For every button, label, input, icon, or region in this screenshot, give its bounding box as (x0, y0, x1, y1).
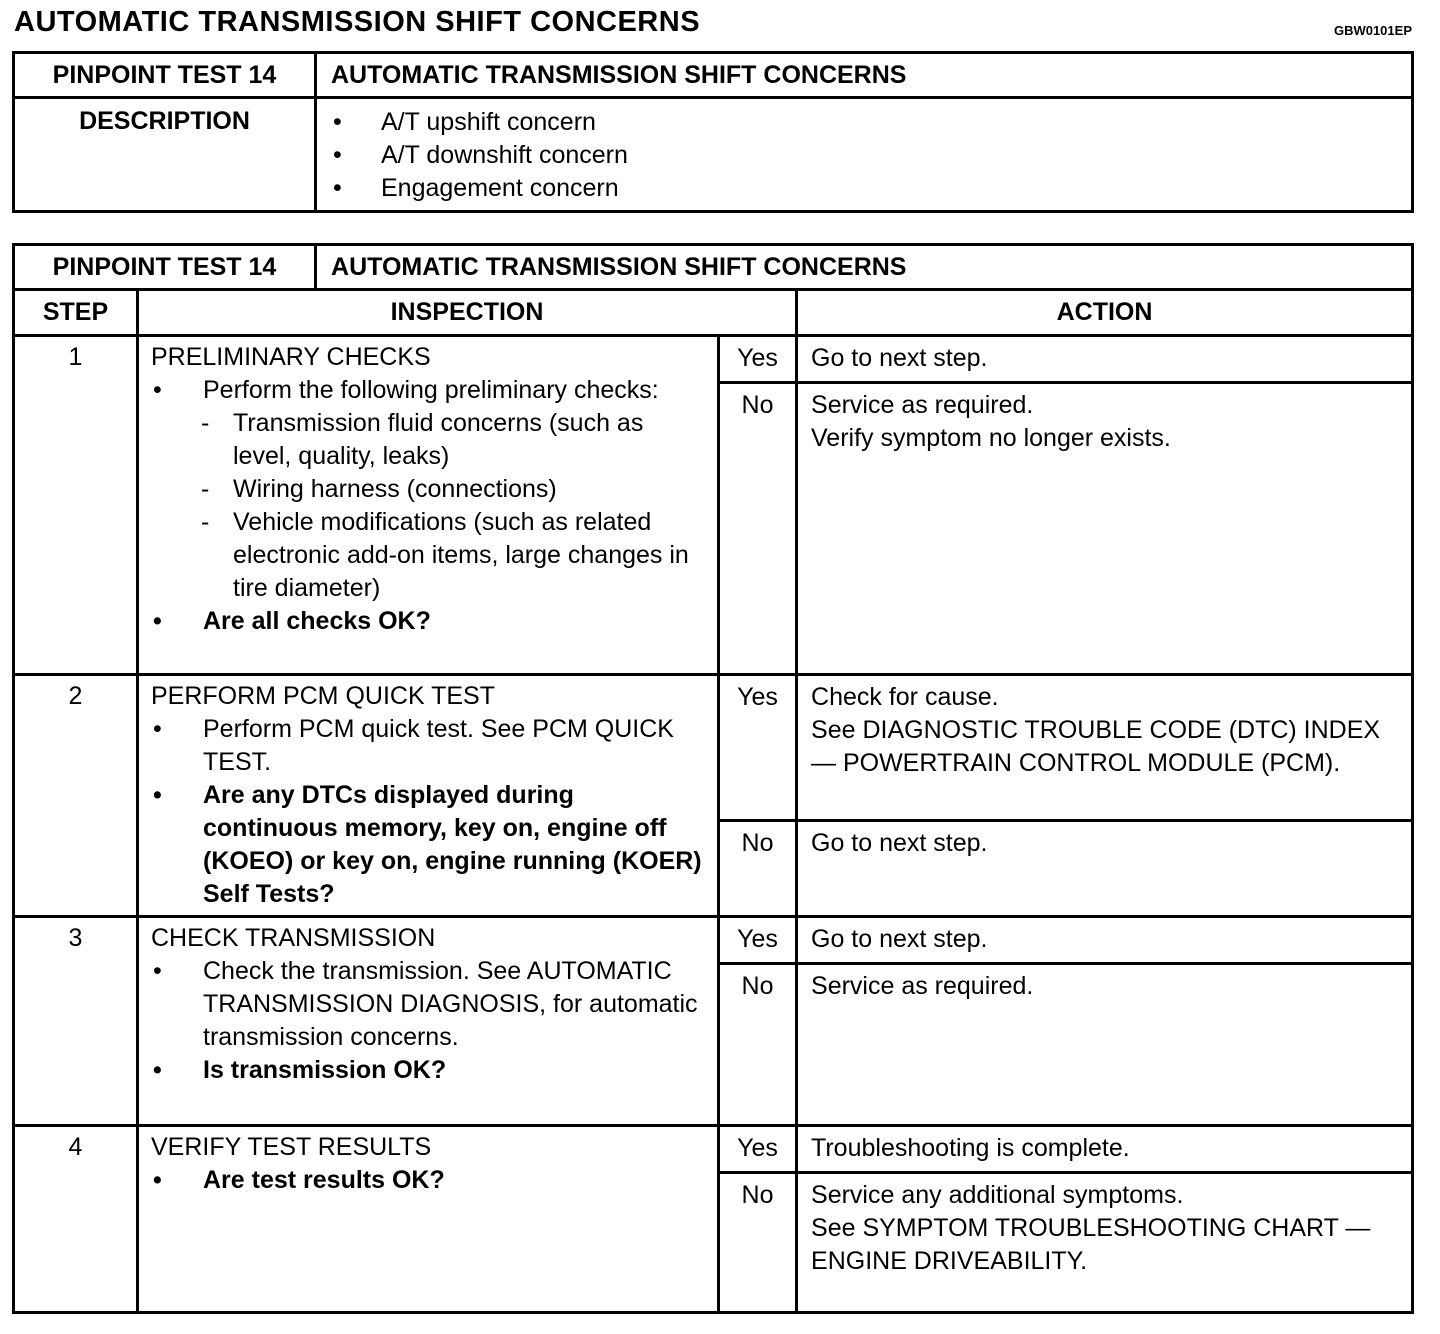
yes-action (797, 917, 1413, 964)
action-line: Check for cause. (811, 683, 999, 711)
sub-item (151, 506, 707, 605)
action-line: Verify symptom no longer exists. (811, 424, 1171, 452)
bullet: • (153, 1056, 162, 1084)
step-number: 3 (14, 917, 138, 1126)
steps-header-row (14, 245, 1413, 290)
yes-label: Yes (719, 675, 797, 821)
no-action (797, 964, 1413, 1126)
no-action (797, 821, 1413, 917)
step-4-yes-row (14, 1126, 1413, 1173)
yes-action (797, 675, 1413, 821)
step-question: Are any DTCs displayed during continuous memory, key on, engine off (KOEO) or key on, engine running (KOER) Self Tests? (203, 781, 702, 908)
no-label: No (719, 383, 797, 675)
bullet: • (333, 141, 342, 169)
bullet: • (333, 108, 342, 136)
list-item-text: A/T downshift concern (381, 141, 628, 169)
step-heading: VERIFY TEST RESULTS (151, 1133, 432, 1161)
step-inspection (138, 675, 719, 917)
column-header-row (14, 290, 1413, 336)
action-line: Service as required. (811, 972, 1034, 1000)
bullet: • (153, 607, 162, 635)
test-title: AUTOMATIC TRANSMISSION SHIFT CONCERNS (316, 53, 1413, 98)
list-item-text: Check the transmission. See AUTOMATIC TRANSMISSION DIAGNOSIS, for automatic transmission concerns. (203, 957, 698, 1051)
column-header-step: STEP (14, 290, 138, 336)
bullet: • (153, 376, 162, 404)
list-item (151, 605, 707, 638)
description-label: DESCRIPTION (14, 98, 316, 212)
column-header-action: ACTION (797, 290, 1413, 336)
no-label: No (719, 964, 797, 1126)
list-item-text: Perform PCM quick test. See PCM QUICK TEST. (203, 715, 674, 776)
list-item (151, 1164, 707, 1197)
document-code: GBW0101EP (1333, 23, 1412, 38)
no-action (797, 1173, 1413, 1313)
action-line: Go to next step. (811, 925, 988, 953)
yes-label: Yes (719, 336, 797, 383)
step-3-yes-row (14, 917, 1413, 964)
yes-action (797, 1126, 1413, 1173)
column-header-inspection: INSPECTION (138, 290, 797, 336)
sub-item (151, 473, 707, 506)
list-item (331, 106, 1411, 139)
step-inspection (138, 917, 719, 1126)
no-action (797, 383, 1413, 675)
list-item (331, 172, 1411, 205)
list-item-text: Perform the following preliminary checks: (203, 376, 659, 404)
yes-action (797, 336, 1413, 383)
step-number: 4 (14, 1126, 138, 1313)
bullet: • (333, 174, 342, 202)
step-heading: PERFORM PCM QUICK TEST (151, 682, 496, 710)
action-line: Service any additional symptoms. (811, 1181, 1184, 1209)
bullet: • (153, 781, 162, 809)
action-line: Go to next step. (811, 829, 988, 857)
no-label: No (719, 1173, 797, 1313)
step-2-yes-row (14, 675, 1413, 821)
list-item (331, 139, 1411, 172)
action-line: See DIAGNOSTIC TROUBLE CODE (DTC) INDEX — POWERTRAIN CONTROL MODULE (PCM). (811, 716, 1381, 777)
step-number: 2 (14, 675, 138, 917)
list-item (151, 1054, 707, 1087)
step-inspection (138, 336, 719, 675)
no-label: No (719, 821, 797, 917)
test-label: PINPOINT TEST 14 (14, 245, 316, 290)
step-inspection (138, 1126, 719, 1313)
list-item-text: Engagement concern (381, 174, 619, 202)
action-line: Service as required. (811, 391, 1034, 419)
step-question: Is transmission OK? (203, 1056, 447, 1084)
list-item (151, 713, 707, 779)
bullet: • (153, 1166, 162, 1194)
dash: - (201, 409, 210, 437)
step-heading: PRELIMINARY CHECKS (151, 343, 431, 371)
list-item (151, 374, 707, 407)
description-list (316, 98, 1413, 212)
sub-item-text: Transmission fluid concerns (such as level, quality, leaks) (233, 409, 644, 470)
list-item (151, 955, 707, 1054)
action-line: Go to next step. (811, 344, 988, 372)
description-row (14, 98, 1413, 212)
step-number: 1 (14, 336, 138, 675)
sub-item-text: Wiring harness (connections) (233, 475, 557, 503)
sub-item-text: Vehicle modifications (such as related electronic add-on items, large changes in tire diameter) (233, 508, 689, 602)
sub-item (151, 407, 707, 473)
action-line: See SYMPTOM TROUBLESHOOTING CHART — ENGINE DRIVEABILITY. (811, 1214, 1371, 1275)
yes-label: Yes (719, 1126, 797, 1173)
page-title: AUTOMATIC TRANSMISSION SHIFT CONCERNS (14, 6, 701, 38)
description-header-row (14, 53, 1413, 98)
steps-table (12, 243, 1414, 1314)
step-heading: CHECK TRANSMISSION (151, 924, 436, 952)
bullet: • (153, 715, 162, 743)
list-item (151, 779, 707, 911)
test-title: AUTOMATIC TRANSMISSION SHIFT CONCERNS (316, 245, 1413, 290)
yes-label: Yes (719, 917, 797, 964)
step-question: Are test results OK? (203, 1166, 445, 1194)
list-item-text: A/T upshift concern (381, 108, 596, 136)
action-line: Troubleshooting is complete. (811, 1134, 1130, 1162)
step-question: Are all checks OK? (203, 607, 431, 635)
bullet: • (153, 957, 162, 985)
dash: - (201, 475, 210, 503)
step-1-yes-row (14, 336, 1413, 383)
test-label: PINPOINT TEST 14 (14, 53, 316, 98)
dash: - (201, 508, 210, 536)
description-table (12, 51, 1414, 213)
